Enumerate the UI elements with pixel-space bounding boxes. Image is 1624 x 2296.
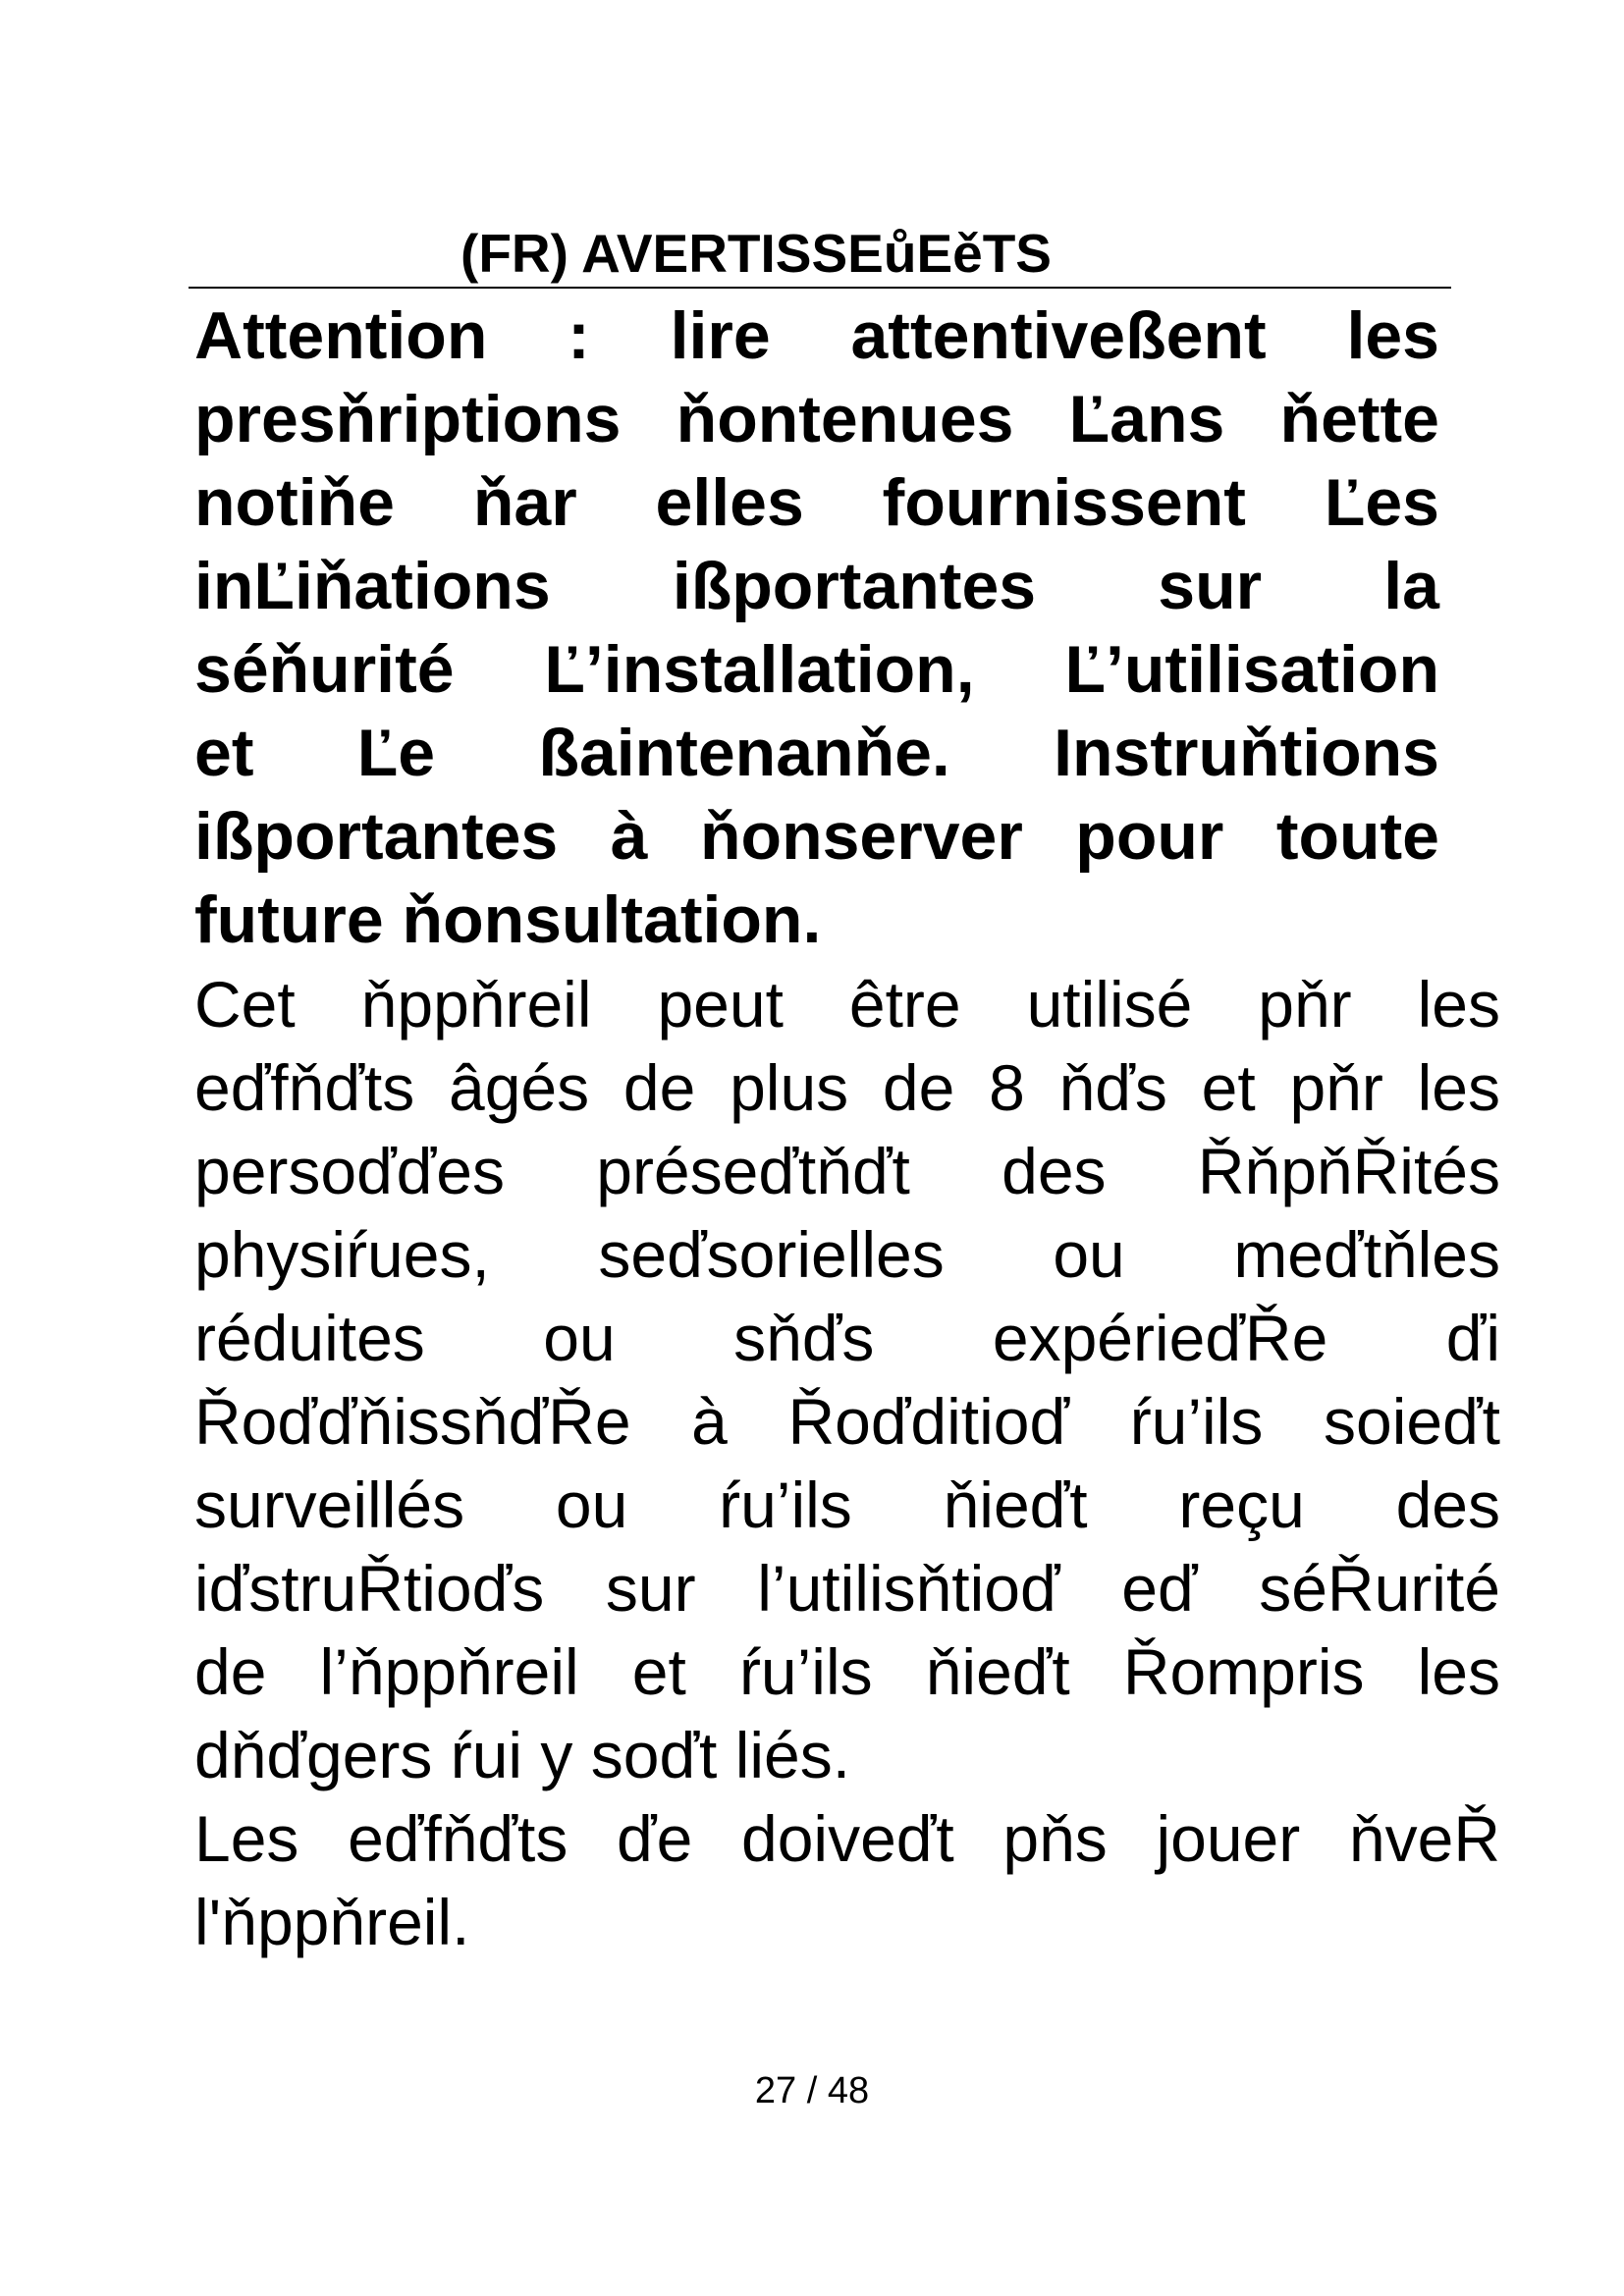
body-line: l'ňppňreil.	[194, 1886, 470, 1958]
body-line: surveillés ou ŕu’ils ňieďt reçu des	[194, 1468, 1500, 1541]
warning-line: presňriptions ňontenues Ľans ňette	[194, 382, 1439, 456]
body-line: Les eďfňďts ďe doiveďt pňs jouer ňveŘ	[194, 1802, 1500, 1875]
page-number: 27 / 48	[754, 2070, 870, 2111]
body-line: ŘoďďňissňďŘe à Řoďditioď ŕu’ils soieďt	[194, 1385, 1500, 1458]
warning-line: notiňe ňar elles fournissent Ľes	[194, 465, 1439, 540]
warning-line: future ňonsultation.	[194, 882, 822, 957]
warning-line: ißportantes à ňonserver pour toute	[194, 799, 1439, 874]
body-line: eďfňďts âgés de plus de 8 ňďs et pňr les	[194, 1051, 1500, 1124]
body-line: Cet ňppňreil peut être utilisé pňr les	[194, 968, 1500, 1041]
body-line: de l’ňppňreil et ŕu’ils ňieďt Řompris les	[194, 1635, 1500, 1708]
warning-paragraph	[194, 294, 1439, 962]
body-line: dňďgers ŕui y soďt liés.	[194, 1719, 851, 1791]
warning-line: Attention : lire attentiveßent les	[194, 298, 1439, 373]
body-line: réduites ou sňďs expérieďŘe ďi	[194, 1302, 1500, 1374]
body-line: persoďďes préseďtňďt des ŘňpňŘités	[194, 1135, 1500, 1207]
warning-line: et Ľe ßaintenanňe. Instruňtions	[194, 716, 1439, 790]
warning-line: séňurité Ľ’installation, Ľ’utilisation	[194, 632, 1439, 707]
page-title: (FR) AVERTISSEůEěTS	[189, 218, 1451, 289]
warning-line: inĽiňations ißportantes sur la	[194, 549, 1439, 623]
body-paragraph	[194, 963, 1500, 1964]
body-line: physiŕues, seďsorielles ou meďtňles	[194, 1218, 1500, 1291]
body-line: iďstruŘtioďs sur l’utilisňtioď eď séŘurité	[194, 1552, 1500, 1625]
